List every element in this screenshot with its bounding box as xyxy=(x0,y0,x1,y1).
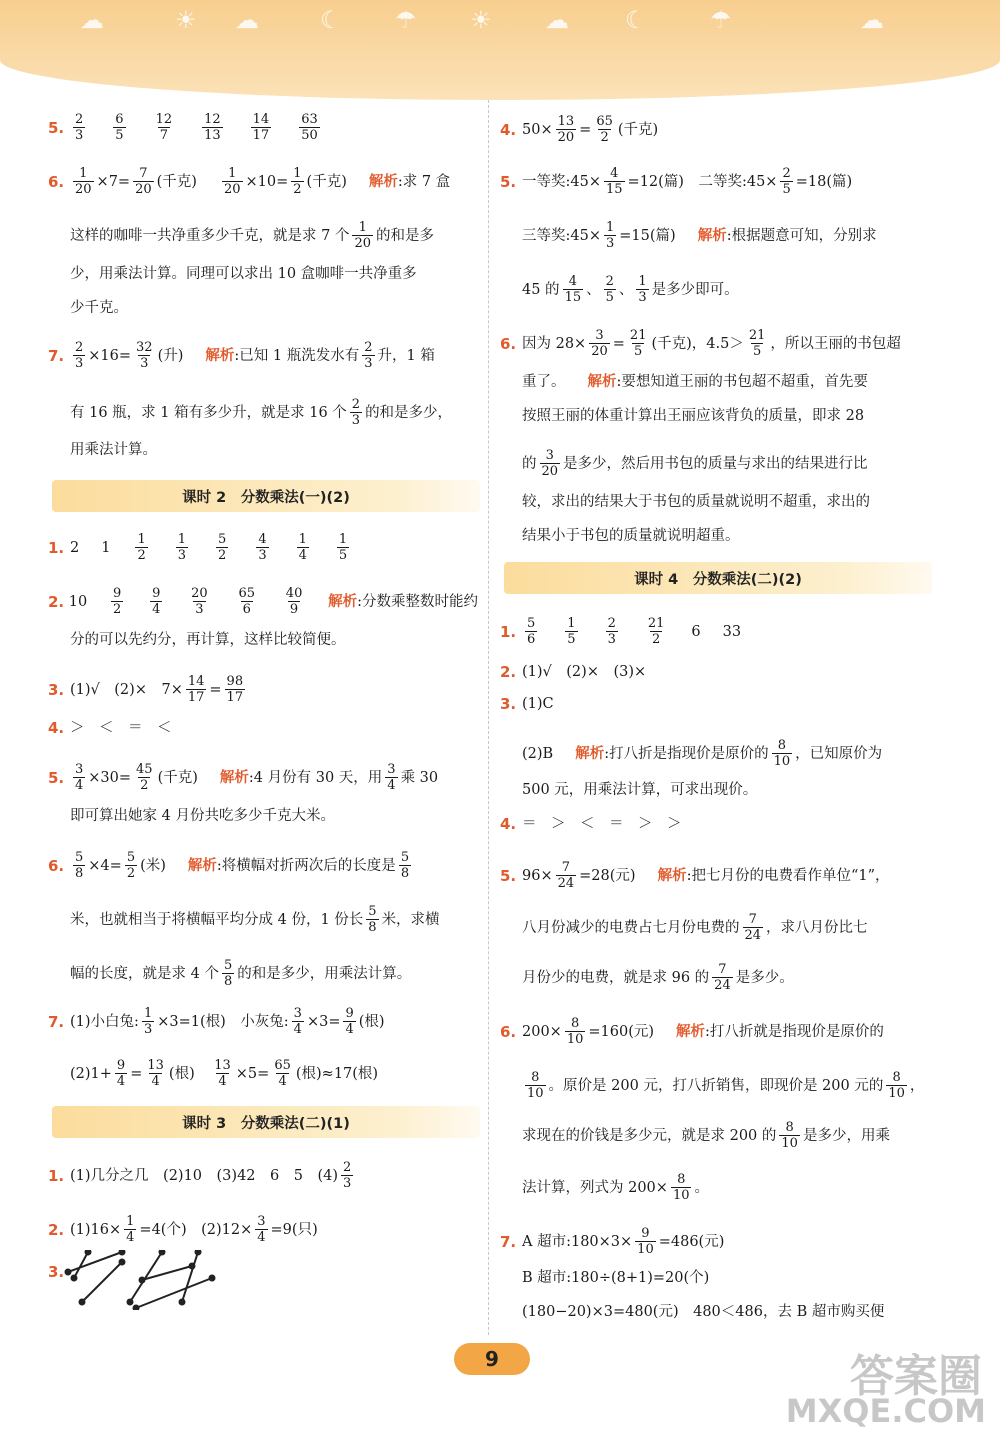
s4-answer-1: 1. $\frac{5}{6}$ $\frac{1}{5}$ $\frac{2}{3}$ $\frac{21}{2}$ 6 33 xyxy=(500,616,742,647)
answer-6: 6. 因为 28× $\frac{3}{20}$ = $\frac{21}{5}$ (千克)，4.5＞ $\frac{21}{5}$ ，所以王丽的书包超 xyxy=(500,328,901,359)
fraction: $\frac{14}{17}$ xyxy=(252,112,270,143)
column-divider xyxy=(488,100,489,1335)
s3-answer-3: 3. xyxy=(48,1263,65,1281)
watermark-url: MXQE.COM xyxy=(785,1392,986,1430)
s2-answer-3: 3. (1)√ (2)× 7× $\frac{14}{17}$ = $\frac{98}{17}$ xyxy=(48,674,244,705)
s2-answer-1: 1. 2 1 $\frac{1}{2}$ $\frac{1}{3}$ $\frac{5}{2}$ $\frac{4}{3}$ $\frac{1}{4}$ $\frac{1}{5}$ xyxy=(48,532,348,563)
s2-answer-5: 5. $\frac{3}{4}$ ×30= $\frac{45}{2}$ (千克) 解析 :4 月份有 30 天，用 $\frac{3}{4}$ 乘 30 xyxy=(48,762,439,793)
cloud-icon: ☁ xyxy=(860,6,884,34)
lesson-header-4: 课时 4 分数乘法(二)(2) xyxy=(504,562,932,594)
s4-answer-2: 2. (1)√ (2)× (3)× xyxy=(500,663,647,681)
moon-icon: ☾ xyxy=(625,6,647,34)
s2-answer-2: 2. 10 $\frac{9}{2}$ $\frac{9}{4}$ $\frac{20}{3}$ $\frac{65}{6}$ $\frac{40}{9}$ 解析 :分数乘整数时能约 xyxy=(48,586,479,617)
line-matching-diagram xyxy=(62,1250,232,1310)
s2-answer-7: 7. (1)小白兔: $\frac{1}{3}$ ×3=1(根) 小灰兔: $\frac{3}{4}$ ×3= $\frac{9}{4}$ (根) xyxy=(48,1006,385,1037)
raincloud-icon: ☂ xyxy=(710,6,732,34)
answer-4: 4. 50× $\frac{13}{20}$ = $\frac{65}{2}$ (千克) xyxy=(500,114,659,145)
watermark-logo: 答案圈 xyxy=(850,1351,982,1402)
s4-answer-4: 4. ＝ ＞ ＜ ＝ ＞ ＞ xyxy=(500,815,682,833)
page-number: 9 xyxy=(454,1343,530,1375)
fraction: $\frac{2}{3}$ xyxy=(75,112,84,143)
sun-icon: ☀ xyxy=(175,6,197,34)
cloud-icon: ☁ xyxy=(80,6,104,34)
fraction: $\frac{12}{13}$ xyxy=(204,112,221,143)
header-banner xyxy=(0,0,1000,100)
s3-answer-2: 2. (1)16× $\frac{1}{4}$ =4(个) (2)12× $\frac{3}{4}$ =9(只) xyxy=(48,1214,318,1245)
cloud-icon: ☁ xyxy=(545,6,569,34)
analysis-label: 解析 xyxy=(368,173,398,190)
s2-answer-4: 4. ＞ ＜ ＝ ＜ xyxy=(48,719,172,737)
answer-7: 7. $\frac{2}{3}$ ×16= $\frac{32}{3}$ (升) 解析 :已知 1 瓶洗发水有 $\frac{2}{3}$ 升，1 箱 xyxy=(48,340,435,371)
raincloud-icon: ☂ xyxy=(395,6,417,34)
s4-answer-7: 7. A 超市:180×3× $\frac{9}{10}$ =486(元) xyxy=(500,1226,725,1257)
moon-icon: ☾ xyxy=(320,6,342,34)
s4-answer-6: 6. 200× $\frac{8}{10}$ =160(元) 解析 :打八折就是指现价是原价的 xyxy=(500,1016,884,1047)
answer-5: 5. 一等奖:45× $\frac{4}{15}$ =12(篇) 二等奖:45× $\frac{2}{5}$ =18(篇) xyxy=(500,166,853,197)
answer-6: 6. $\frac{1}{20}$ ×7= $\frac{7}{20}$ (千克) $\frac{1}{20}$ ×10= $\frac{1}{2}$ (千克) 解析 :求 7 盒 xyxy=(48,166,451,197)
sun-icon: ☀ xyxy=(470,6,492,34)
s4-answer-5: 5. 96× $\frac{7}{24}$ =28(元) 解析 :把七月份的电费看作单位“1”， xyxy=(500,860,890,891)
lesson-header-3: 课时 3 分数乘法(二)(1) xyxy=(52,1106,480,1138)
fraction: $\frac{63}{50}$ xyxy=(301,112,318,143)
s3-answer-1: 1. (1)几分之几 (2)10 (3)42 6 5 (4) $\frac{2}{3}$ xyxy=(48,1160,352,1191)
answer-6-line2: 这样的咖啡一共净重多少千克，就是求 7 个 $\frac{1}{20}$ 的和是多 xyxy=(70,220,434,251)
s4-answer-3: 3. (1)C xyxy=(500,695,554,713)
fraction: $\frac{12}{7}$ xyxy=(155,112,173,143)
s2-answer-6: 6. $\frac{5}{8}$ ×4= $\frac{5}{2}$ (米) 解析 :将横幅对折两次后的长度是 $\frac{5}{8}$ xyxy=(48,850,410,881)
fraction: $\frac{6}{5}$ xyxy=(115,112,124,143)
cloud-icon: ☁ xyxy=(235,6,259,34)
lesson-header-2: 课时 2 分数乘法(一)(2) xyxy=(52,480,480,512)
answer-5: 5. $\frac{2}{3}$ $\frac{6}{5}$ $\frac{12}{7}$ $\frac{12}{13}$ $\frac{14}{17}$ $\frac{63}{50}$ xyxy=(48,112,318,143)
